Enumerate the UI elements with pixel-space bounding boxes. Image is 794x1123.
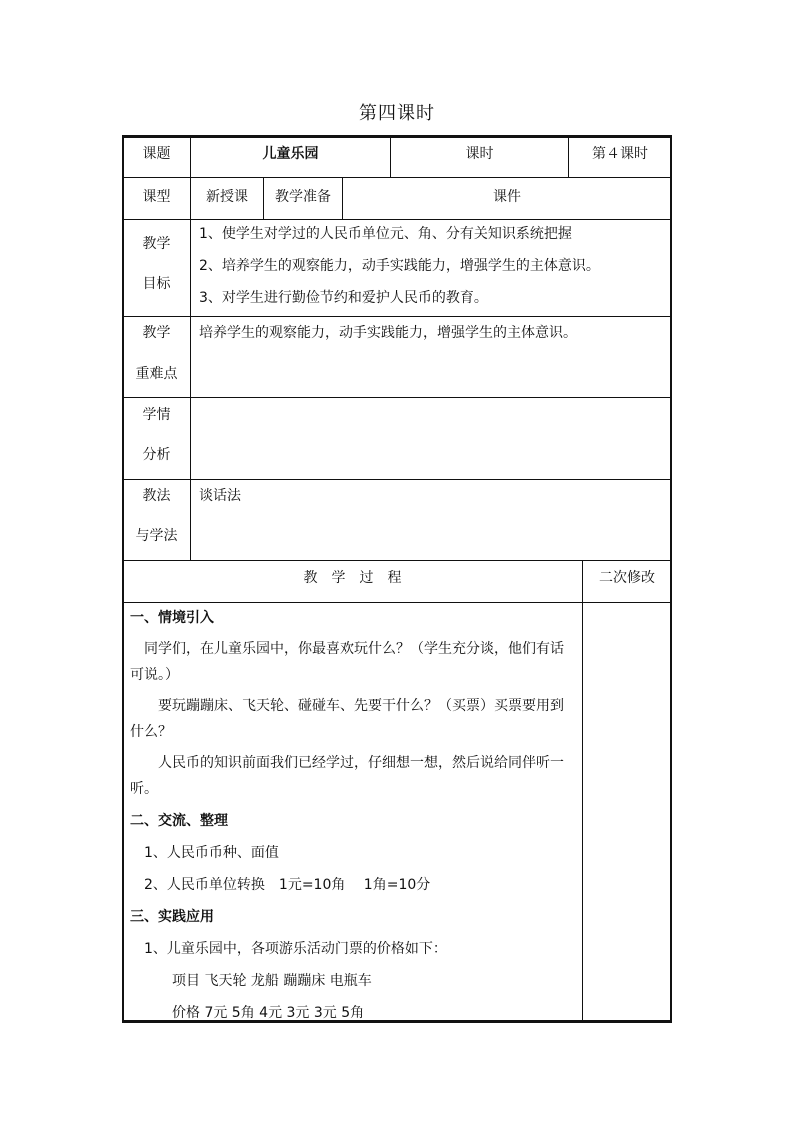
objective-item: 3、对学生进行勤俭节约和爱护人民币的教育。 xyxy=(199,290,488,306)
methods-label: 与学法 xyxy=(135,528,178,544)
paragraph: 人民币的知识前面我们已经学过，仔细想一想，然后说给同伴听一 xyxy=(130,755,564,771)
row-divider xyxy=(123,219,671,220)
keypoints-label: 重难点 xyxy=(135,366,178,382)
paragraph: 同学们，在儿童乐园中，你最喜欢玩什么？（学生充分谈，他们有话 xyxy=(130,641,564,657)
objective-item: 2、培养学生的观察能力，动手实践能力，增强学生的主体意识。 xyxy=(199,258,600,274)
objectives-label: 目标 xyxy=(142,276,171,292)
paragraph: 什么？ xyxy=(130,724,172,740)
keypoints-text: 培养学生的观察能力，动手实践能力，增强学生的主体意识。 xyxy=(199,325,577,341)
topic-value: 儿童乐园 xyxy=(262,146,319,162)
objective-item: 1、使学生对学过的人民币单位元、角、分有关知识系统把握 xyxy=(199,226,572,242)
period-value: 第４课时 xyxy=(592,146,648,162)
methods-text: 谈话法 xyxy=(199,488,241,504)
list-item: 1、儿童乐园中，各项游乐活动门票的价格如下： xyxy=(130,941,447,957)
keypoints-label: 教学 xyxy=(142,325,171,341)
period-label: 课时 xyxy=(465,146,494,162)
row-divider xyxy=(123,397,671,398)
prep-label: 教学准备 xyxy=(275,189,331,205)
row-divider xyxy=(123,602,671,603)
paragraph: 要玩蹦蹦床、飞天轮、碰碰车、先要干什么？（买票）买票要用到 xyxy=(130,698,564,714)
paragraph: 可说。） xyxy=(130,667,179,683)
price-row: 项目 飞天轮 龙船 蹦蹦床 电瓶车 xyxy=(130,973,372,989)
row-divider xyxy=(123,177,671,178)
type-label: 课型 xyxy=(142,189,171,205)
topic-label: 课题 xyxy=(142,146,171,162)
section-title: 三、实践应用 xyxy=(130,909,214,925)
analysis-label: 学情 xyxy=(142,407,171,423)
type-value: 新授课 xyxy=(206,189,248,205)
row-divider xyxy=(123,316,671,317)
process-header: 教 学 过 程 xyxy=(303,570,402,586)
page-title: 第四课时 xyxy=(359,103,435,124)
list-item: 2、人民币单位转换 1元=10角 1角=10分 xyxy=(130,877,431,893)
section-title: 一、情境引入 xyxy=(130,610,214,626)
prep-value: 课件 xyxy=(493,189,521,205)
analysis-label: 分析 xyxy=(142,447,171,463)
row-divider xyxy=(123,479,671,480)
revision-header: 二次修改 xyxy=(599,570,655,586)
paragraph: 听。 xyxy=(130,781,158,797)
price-row: 价格 7元 5角 4元 3元 3元 5角 xyxy=(130,1005,365,1021)
list-item: 1、人民币币种、面值 xyxy=(130,845,279,861)
objectives-label: 教学 xyxy=(142,236,171,252)
methods-label: 教法 xyxy=(142,488,171,504)
col-divider xyxy=(582,560,583,1022)
process-body xyxy=(130,605,575,1026)
row-divider xyxy=(123,560,671,561)
section-title: 二、交流、整理 xyxy=(130,813,228,829)
